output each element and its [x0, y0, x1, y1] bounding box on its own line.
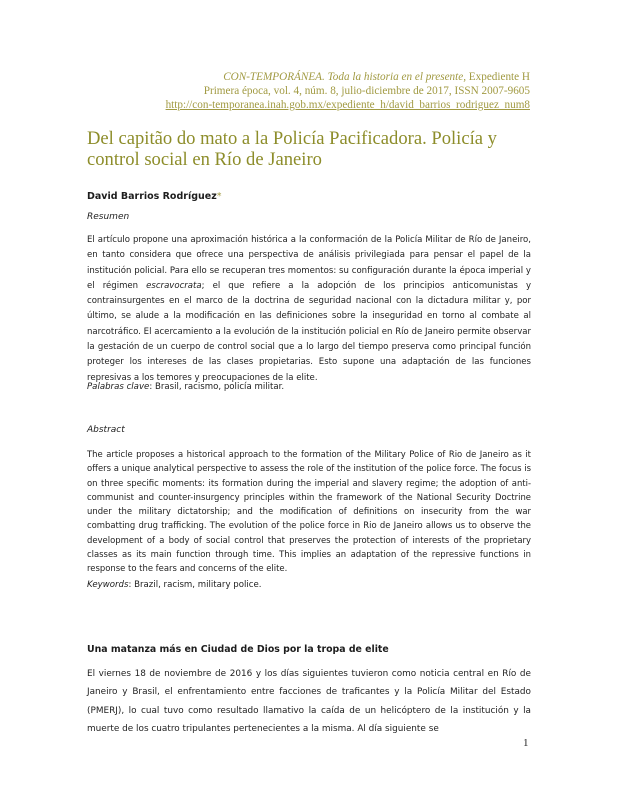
section-body-paragraph: El viernes 18 de noviembre de 2016 y los días siguientes tuvieron como noticia central en Río de Janeiro y Brasil, el enfrentamiento entre facciones de traficantes y la Policía Militar del Estado (PMERJ), lo cual tuvo como resultado llamativo la caída de un helicóptero de la institución y la muerte de los cuatro tripulantes pertenecientes a la misma. Al día siguiente se: [87, 669, 531, 734]
page-number: 1: [523, 737, 529, 749]
section-heading: Una matanza más en Ciudad de Dios por la tropa de elite: [87, 644, 389, 655]
author-footnote-link[interactable]: *: [216, 191, 222, 202]
keywords-text: : Brazil, racism, military police.: [128, 580, 262, 590]
resumen-label: Resumen: [87, 212, 130, 222]
author-name: David Barrios Rodríguez: [87, 191, 217, 202]
article-url-link[interactable]: http://con-temporanea.inah.gob.mx/expediente_h/david_barrios_rodriguez_num8: [165, 99, 530, 111]
journal-name: CON-TEMPORÁNEA. Toda la historia en el presente,: [223, 71, 466, 83]
dossier-name: Expediente H: [466, 71, 530, 83]
keywords: [87, 580, 262, 590]
author-line: [87, 191, 222, 202]
resumen-text-2: ; el que refiere a la adopción de los principios anticomunistas y contrainsurgentes en el marco de la doctrina de seguridad nacional con la dictadura militar y, por último, se alude a la modificación en las definiciones sobre la inseguridad en torno al combate al narcotráfico. El acercamiento a la evolución de la institución policial en Río de Janeiro permite observar la gestación de un cuerpo de control social que a lo largo del tiempo preserva como principal función proteger los intereses de las clases propietarias. Esto supone una adaptación de las funciones represivas a los temores y preocupaciones de la elite.: [87, 280, 531, 383]
issue-line: Primera época, vol. 4, núm. 8, julio-diciembre de 2017, ISSN 2007-9605: [203, 85, 530, 97]
palabras-clave-text: : Brasil, racismo, policía militar.: [149, 382, 285, 392]
journal-header: [166, 70, 530, 112]
keywords-label: Keywords: [87, 580, 129, 590]
resumen-paragraph: [87, 233, 531, 386]
resumen-emphasis: escravocrata: [146, 280, 202, 291]
palabras-clave-label: Palabras clave: [87, 382, 150, 392]
abstract-paragraph: The article proposes a historical approach to the formation of the Military Police of Rio de Janeiro as it offers a unique analytical perspective to assess the role of the institution of the police force. The focus is on three specific moments: its formation during the imperial and slavery regime; the adoption of anti-communist and counter-insurgency principles within the framework of the National Security Doctrine under the military dictatorship; and the modification of definitions on insecurity from the war combatting drug trafficking. The evolution of the police force in Rio de Janeiro allows us to observe the development of a body of social control that preserves the protection of interests of the proprietary classes as its main function through time. This implies an adaptation of the repressive functions in response to the fears and concerns of the elite.: [87, 449, 531, 574]
journal-line: [166, 70, 530, 84]
resumen-text-1: El artículo propone una aproximación histórica a la conformación de la Policía Militar de Río de Janeiro, en tanto considera que ofrece una perspectiva de análisis privilegiada para pensar el papel de la institución policial. Para ello se recuperan tres momentos: su configuración durante la época imperial y el régimen: [87, 235, 531, 291]
abstract-label: Abstract: [87, 425, 125, 435]
palabras-clave: [87, 382, 284, 392]
article-title: Del capitão do mato a la Policía Pacificadora. Policía y control social en Río de Janeiro: [87, 128, 497, 170]
